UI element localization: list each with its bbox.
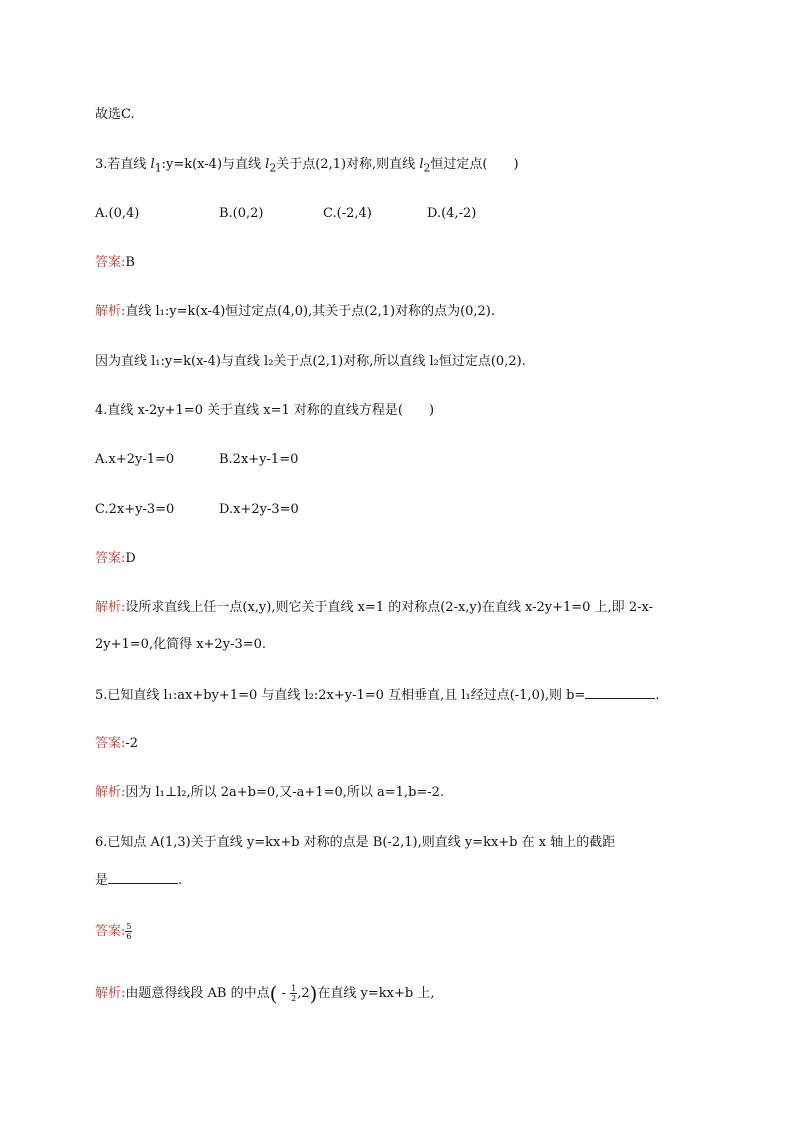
q6-stem-end: . (178, 873, 183, 888)
q3-stem-tail: 关于点(2,1)对称,则直线 (276, 157, 420, 172)
q5-answer-blank (585, 686, 655, 699)
q3-stem (95, 156, 519, 178)
q3-l2-again-sub: 2 (423, 161, 431, 175)
left-paren-glyph: ( (269, 981, 278, 1006)
q6-answer-label: 答案: (95, 924, 126, 939)
q6-answer-numerator: 5 (126, 922, 132, 931)
q5-answer-label: 答案: (95, 736, 126, 751)
q5-answer (95, 735, 138, 753)
right-paren-glyph: ) (309, 981, 318, 1006)
q6-stem-text-2: 是 (95, 873, 109, 888)
q3-option-c: C.(-2,4) (323, 206, 372, 221)
q3-l2-sub: 2 (269, 161, 277, 175)
q6-midpoint-neg: - (281, 986, 286, 1001)
q3-l1: l (150, 157, 155, 172)
q3-option-d: D.(4,-2) (427, 206, 477, 221)
q4-stem: 4.直线 x-2y+1=0 关于直线 x=1 对称的直线方程是( ) (95, 403, 435, 418)
q4-options-row-1 (95, 451, 298, 469)
q4-answer (95, 550, 136, 568)
q5-answer-value: -2 (125, 736, 139, 751)
q6-answer (95, 922, 132, 941)
q4-explanation-label: 解析: (95, 600, 126, 615)
q3-explanation-text-1: 直线 l₁:y=k(x-4)恒过定点(4,0),其关于点(2,1)对称的点为(0,2). (125, 304, 496, 319)
q3-equation: :y=k(x-4) (161, 157, 223, 172)
q3-l2-again: l (419, 157, 424, 172)
q6-answer-fraction (125, 922, 132, 941)
q4-answer-value: D (125, 551, 136, 566)
q6-stem-line-2 (95, 871, 182, 890)
q4-option-b: B.2x+y-1=0 (219, 452, 299, 467)
q3-l1-sub: 1 (154, 161, 162, 175)
q3-options (95, 205, 476, 223)
q2-conclusion: 故选C. (95, 107, 135, 122)
q4-explanation-2: 2y+1=0,化简得 x+2y-3=0. (95, 637, 267, 652)
q3-explanation-label: 解析: (95, 304, 126, 319)
q6-explanation-label: 解析: (95, 986, 126, 1001)
q6-explanation-prefix: 由题意得线段 AB 的中点 (125, 986, 270, 1001)
q3-stem-prefix: 3.若直线 (95, 157, 151, 172)
q5-explanation-text: 因为 l₁⊥l₂,所以 2a+b=0,又-a+1=0,所以 a=1,b=-2. (125, 785, 445, 800)
q5-explanation (95, 784, 444, 802)
q4-answer-label: 答案: (95, 551, 126, 566)
q6-explanation (95, 981, 435, 1006)
q5-stem (95, 686, 660, 705)
q6-midpoint-denominator: 2 (291, 994, 297, 1003)
q3-option-a: A.(0,4) (95, 206, 140, 221)
q4-explanation-1 (95, 599, 653, 617)
q4-option-d: D.x+2y-3=0 (219, 502, 299, 517)
q3-explanation-1 (95, 303, 495, 321)
q6-stem: 6.已知点 A(1,3)关于直线 y=kx+b 对称的点是 B(-2,1),则直线 y=kx+b 在 x 轴上的截距 (95, 835, 616, 850)
q3-answer (95, 254, 135, 272)
q3-option-b: B.(0,2) (219, 206, 264, 221)
q4-explanation-text-1: 设所求直线上任一点(x,y),则它关于直线 x=1 的对称点(2-x,y)在直线 x-2y+1=0 上,即 2-x- (125, 600, 653, 615)
q5-stem-end: . (655, 688, 660, 703)
q6-answer-blank (108, 871, 178, 884)
q5-stem-text: 5.已知直线 l₁:ax+by+1=0 与直线 l₂:2x+y-1=0 互相垂直,且 l₁经过点(-1,0),则 b= (95, 688, 586, 703)
q6-explanation-suffix: 在直线 y=kx+b 上, (317, 986, 435, 1001)
q6-midpoint-y: ,2 (297, 986, 310, 1001)
q3-l2: l (265, 157, 270, 172)
q3-answer-label: 答案: (95, 255, 126, 270)
q3-stem-end: 恒过定点( ) (430, 157, 519, 172)
q4-option-a: A.x+2y-1=0 (95, 452, 175, 467)
q6-answer-denominator: 6 (126, 932, 132, 941)
q3-answer-value: B (125, 255, 135, 270)
q3-stem-mid: 与直线 (222, 157, 266, 172)
q4-options-row-2 (95, 501, 299, 519)
q3-explanation-2: 因为直线 l₁:y=k(x-4)与直线 l₂关于点(2,1)对称,所以直线 l₂恒过定点(0,2). (95, 354, 526, 369)
q5-explanation-label: 解析: (95, 785, 126, 800)
q6-midpoint-numerator: 1 (291, 984, 297, 993)
q4-option-c: C.2x+y-3=0 (95, 502, 175, 517)
